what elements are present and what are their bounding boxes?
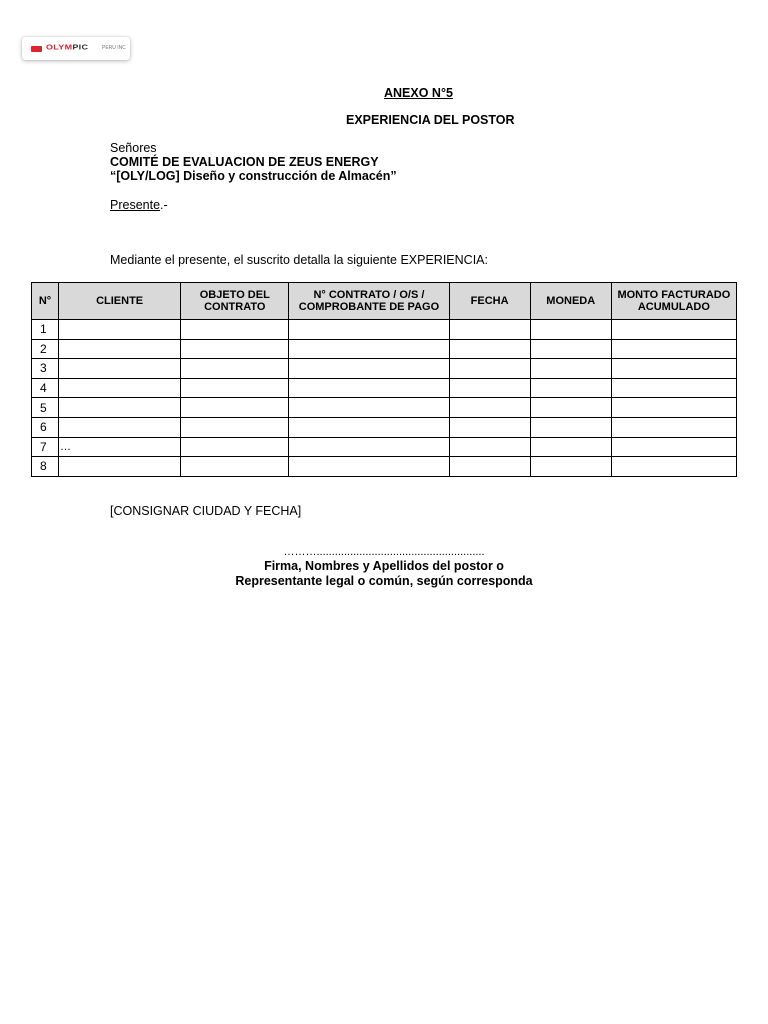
presente-word: Presente bbox=[110, 198, 161, 212]
table-header-row bbox=[32, 283, 737, 320]
header-contract-number: N° CONTRATO / O/S / COMPROBANTE DE PAGO bbox=[289, 283, 449, 320]
place-date-placeholder: [CONSIGNAR CIUDAD Y FECHA] bbox=[110, 504, 302, 518]
logo-wordmark: OLYMPIC bbox=[46, 42, 89, 52]
row-contract-object[interactable] bbox=[181, 437, 289, 457]
row-number: 5 bbox=[32, 398, 59, 418]
annex-title: ANEXO N°5 bbox=[384, 86, 453, 100]
row-date[interactable] bbox=[449, 417, 530, 437]
experience-table bbox=[31, 282, 737, 477]
row-client[interactable] bbox=[59, 398, 181, 418]
table-row bbox=[32, 339, 737, 359]
row-amount[interactable] bbox=[611, 437, 736, 457]
header-number: N° bbox=[32, 283, 59, 320]
committee-name: COMITÉ DE EVALUACION DE ZEUS ENERGY bbox=[110, 155, 379, 169]
row-contract-object[interactable] bbox=[181, 320, 289, 340]
row-amount[interactable] bbox=[611, 417, 736, 437]
row-client[interactable] bbox=[59, 457, 181, 477]
row-number: 8 bbox=[32, 457, 59, 477]
row-number: 6 bbox=[32, 417, 59, 437]
row-contract-object[interactable] bbox=[181, 457, 289, 477]
header-client: CLIENTE bbox=[59, 283, 181, 320]
row-contract-object[interactable] bbox=[181, 417, 289, 437]
row-currency[interactable] bbox=[530, 398, 611, 418]
row-date[interactable] bbox=[449, 398, 530, 418]
table-row bbox=[32, 398, 737, 418]
row-date[interactable] bbox=[449, 437, 530, 457]
logo-subtitle: PERU INC bbox=[102, 45, 126, 51]
salutation: Señores bbox=[110, 141, 157, 155]
row-client[interactable] bbox=[59, 359, 181, 379]
row-contract-number[interactable] bbox=[289, 457, 449, 477]
project-name: “[OLY/LOG] Diseño y construcción de Almacén” bbox=[110, 169, 397, 183]
table-row bbox=[32, 320, 737, 340]
row-client[interactable]: … bbox=[59, 437, 181, 457]
row-client[interactable] bbox=[59, 320, 181, 340]
row-date[interactable] bbox=[449, 359, 530, 379]
document-subtitle: EXPERIENCIA DEL POSTOR bbox=[346, 113, 515, 127]
row-amount[interactable] bbox=[611, 378, 736, 398]
header-date: FECHA bbox=[449, 283, 530, 320]
table-row bbox=[32, 417, 737, 437]
row-currency[interactable] bbox=[530, 339, 611, 359]
row-contract-object[interactable] bbox=[181, 359, 289, 379]
row-contract-number[interactable] bbox=[289, 378, 449, 398]
row-number: 4 bbox=[32, 378, 59, 398]
row-contract-number[interactable] bbox=[289, 417, 449, 437]
row-currency[interactable] bbox=[530, 320, 611, 340]
row-contract-number[interactable] bbox=[289, 398, 449, 418]
table-row bbox=[32, 378, 737, 398]
row-currency[interactable] bbox=[530, 417, 611, 437]
presente-suffix: .- bbox=[160, 198, 168, 212]
row-currency[interactable] bbox=[530, 437, 611, 457]
logo-mark-icon bbox=[31, 46, 42, 52]
row-contract-object[interactable] bbox=[181, 398, 289, 418]
row-number: 7 bbox=[32, 437, 59, 457]
presente-line bbox=[110, 198, 168, 212]
row-amount[interactable] bbox=[611, 339, 736, 359]
row-date[interactable] bbox=[449, 320, 530, 340]
signature-caption-2: Representante legal o común, según corresponda bbox=[235, 574, 533, 588]
row-contract-number[interactable] bbox=[289, 359, 449, 379]
table-row bbox=[32, 359, 737, 379]
row-contract-object[interactable] bbox=[181, 378, 289, 398]
row-date[interactable] bbox=[449, 378, 530, 398]
header-contract-object: OBJETO DEL CONTRATO bbox=[181, 283, 289, 320]
table-row bbox=[32, 437, 737, 457]
row-number: 3 bbox=[32, 359, 59, 379]
company-logo bbox=[22, 37, 130, 60]
signature-line: ………....................................................... bbox=[283, 546, 485, 558]
table-row bbox=[32, 457, 737, 477]
row-currency[interactable] bbox=[530, 359, 611, 379]
row-amount[interactable] bbox=[611, 320, 736, 340]
row-client[interactable] bbox=[59, 378, 181, 398]
row-date[interactable] bbox=[449, 457, 530, 477]
row-currency[interactable] bbox=[530, 378, 611, 398]
row-contract-number[interactable] bbox=[289, 437, 449, 457]
row-contract-number[interactable] bbox=[289, 339, 449, 359]
row-number: 1 bbox=[32, 320, 59, 340]
row-number: 2 bbox=[32, 339, 59, 359]
header-currency: MONEDA bbox=[530, 283, 611, 320]
row-date[interactable] bbox=[449, 339, 530, 359]
row-amount[interactable] bbox=[611, 457, 736, 477]
signature-caption-1: Firma, Nombres y Apellidos del postor o bbox=[264, 559, 504, 573]
row-contract-object[interactable] bbox=[181, 339, 289, 359]
row-amount[interactable] bbox=[611, 398, 736, 418]
row-amount[interactable] bbox=[611, 359, 736, 379]
row-currency[interactable] bbox=[530, 457, 611, 477]
row-client[interactable] bbox=[59, 339, 181, 359]
row-client[interactable] bbox=[59, 417, 181, 437]
header-amount: MONTO FACTURADO ACUMULADO bbox=[611, 283, 736, 320]
intro-paragraph: Mediante el presente, el suscrito detalla la siguiente EXPERIENCIA: bbox=[110, 253, 488, 267]
row-contract-number[interactable] bbox=[289, 320, 449, 340]
